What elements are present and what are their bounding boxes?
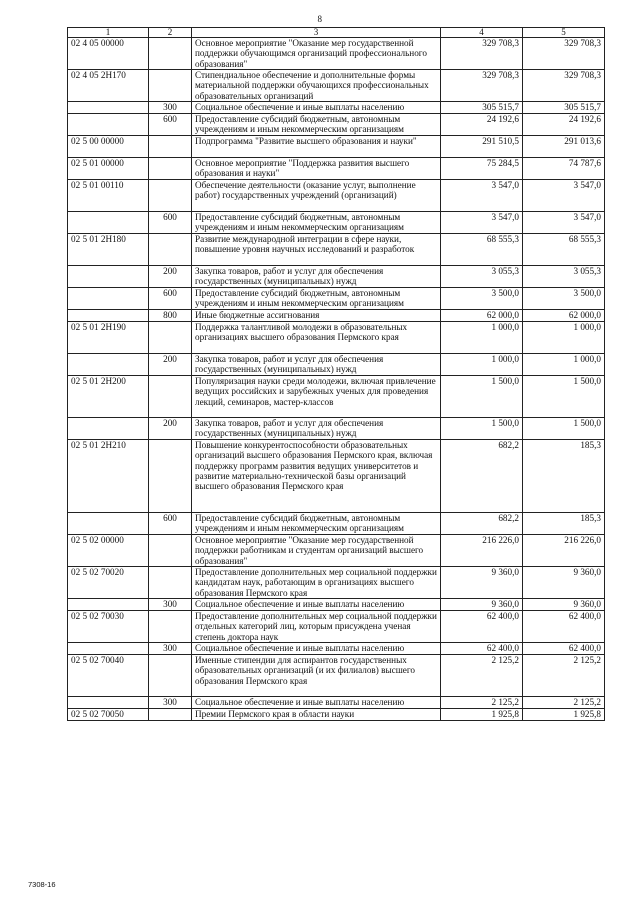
table-row: [68, 513, 605, 535]
amount-2017-cell: 9 360,0: [441, 567, 523, 599]
classification-code-cell: 02 4 05 2Н170: [68, 70, 149, 102]
expense-type-cell: [149, 322, 192, 354]
expense-type-cell: 600: [149, 288, 192, 310]
classification-code-cell: [68, 643, 149, 655]
expense-type-cell: [149, 709, 192, 721]
expense-type-cell: 300: [149, 102, 192, 114]
classification-code-cell: [68, 114, 149, 136]
table-row: [68, 643, 605, 655]
expense-type-cell: [149, 611, 192, 643]
item-name-cell: Предоставление субсидий бюджетным, автономным учреждениям и иным некоммерческим организациям: [192, 288, 441, 310]
classification-code-cell: [68, 513, 149, 535]
amount-2018-cell: 329 708,3: [523, 70, 605, 102]
amount-2017-cell: 1 500,0: [441, 418, 523, 440]
amount-2017-cell: 3 547,0: [441, 212, 523, 234]
item-name-cell: Предоставление субсидий бюджетным, автономным учреждениям и иным некоммерческим организациям: [192, 114, 441, 136]
expense-type-cell: [149, 376, 192, 418]
amount-2018-cell: 62 000,0: [523, 310, 605, 322]
expense-type-cell: [149, 38, 192, 70]
amount-2018-cell: 3 055,3: [523, 266, 605, 288]
item-name-cell: Обеспечение деятельности (оказание услуг, выполнение работ) государственных учреждений (организаций): [192, 180, 441, 212]
classification-code-cell: 02 5 02 70040: [68, 655, 149, 697]
header-col-4: 4: [441, 28, 523, 38]
expense-type-cell: [149, 535, 192, 567]
classification-code-cell: [68, 212, 149, 234]
amount-2018-cell: 291 013,6: [523, 136, 605, 158]
table-row: [68, 535, 605, 567]
table-header-row: [68, 28, 605, 38]
item-name-cell: Закупка товаров, работ и услуг для обеспечения государственных (муниципальных) нужд: [192, 354, 441, 376]
table-row: [68, 180, 605, 212]
amount-2017-cell: 329 708,3: [441, 38, 523, 70]
amount-2018-cell: 185,3: [523, 440, 605, 513]
budget-table: [67, 27, 605, 721]
item-name-cell: Подпрограмма "Развитие высшего образования и науки": [192, 136, 441, 158]
item-name-cell: Развитие международной интеграции в сфере науки, повышение уровня научных исследований и разработок: [192, 234, 441, 266]
amount-2017-cell: 2 125,2: [441, 697, 523, 709]
classification-code-cell: [68, 418, 149, 440]
amount-2017-cell: 329 708,3: [441, 70, 523, 102]
header-col-2: 2: [149, 28, 192, 38]
item-name-cell: Повышение конкурентоспособности образовательных организаций высшего образования Пермского края, включая поддержку программ развития ведущих университетов и развитие материально-технической базы организаций высшего образования Пермского края: [192, 440, 441, 513]
table-row: [68, 567, 605, 599]
expense-type-cell: [149, 440, 192, 513]
item-name-cell: Предоставление субсидий бюджетным, автономным учреждениям и иным некоммерческим организациям: [192, 212, 441, 234]
expense-type-cell: [149, 567, 192, 599]
amount-2017-cell: 3 055,3: [441, 266, 523, 288]
expense-type-cell: 300: [149, 697, 192, 709]
classification-code-cell: [68, 266, 149, 288]
classification-code-cell: 02 5 01 00000: [68, 158, 149, 180]
classification-code-cell: [68, 102, 149, 114]
table-body: [68, 38, 605, 721]
table-row: [68, 611, 605, 643]
expense-type-cell: 300: [149, 643, 192, 655]
expense-type-cell: 800: [149, 310, 192, 322]
expense-type-cell: [149, 70, 192, 102]
item-name-cell: Социальное обеспечение и иные выплаты населению: [192, 599, 441, 611]
table-row: [68, 288, 605, 310]
document-code: 7308-16: [28, 880, 56, 889]
amount-2018-cell: 3 547,0: [523, 180, 605, 212]
table-row: [68, 440, 605, 513]
amount-2018-cell: 9 360,0: [523, 567, 605, 599]
classification-code-cell: [68, 599, 149, 611]
amount-2018-cell: 1 500,0: [523, 376, 605, 418]
amount-2017-cell: 24 192,6: [441, 114, 523, 136]
amount-2017-cell: 3 500,0: [441, 288, 523, 310]
amount-2017-cell: 1 925,8: [441, 709, 523, 721]
table-row: [68, 697, 605, 709]
amount-2017-cell: 216 226,0: [441, 535, 523, 567]
expense-type-cell: 600: [149, 513, 192, 535]
item-name-cell: Премии Пермского края в области науки: [192, 709, 441, 721]
expense-type-cell: [149, 136, 192, 158]
amount-2017-cell: 62 400,0: [441, 611, 523, 643]
table-row: [68, 310, 605, 322]
table-row: [68, 70, 605, 102]
expense-type-cell: 600: [149, 114, 192, 136]
classification-code-cell: 02 4 05 00000: [68, 38, 149, 70]
table-row: [68, 136, 605, 158]
classification-code-cell: 02 5 02 70030: [68, 611, 149, 643]
item-name-cell: Социальное обеспечение и иные выплаты населению: [192, 643, 441, 655]
expense-type-cell: 200: [149, 266, 192, 288]
classification-code-cell: 02 5 02 70050: [68, 709, 149, 721]
amount-2018-cell: 305 515,7: [523, 102, 605, 114]
table-row: [68, 212, 605, 234]
item-name-cell: Предоставление дополнительных мер социальной поддержки кандидатам наук, работающим в организациях высшего образования Пермского края: [192, 567, 441, 599]
amount-2017-cell: 1 500,0: [441, 376, 523, 418]
item-name-cell: Именные стипендии для аспирантов государственных образовательных организаций (и их филиалов) высшего образования Пермского края: [192, 655, 441, 697]
item-name-cell: Предоставление субсидий бюджетным, автономным учреждениям и иным некоммерческим организациям: [192, 513, 441, 535]
table-row: [68, 158, 605, 180]
amount-2018-cell: 1 000,0: [523, 322, 605, 354]
amount-2017-cell: 1 000,0: [441, 322, 523, 354]
amount-2017-cell: 68 555,3: [441, 234, 523, 266]
item-name-cell: Стипендиальное обеспечение и дополнительные формы материальной поддержки обучающихся профессиональных образовательных организаций: [192, 70, 441, 102]
amount-2018-cell: 1 000,0: [523, 354, 605, 376]
classification-code-cell: [68, 288, 149, 310]
classification-code-cell: 02 5 01 2Н200: [68, 376, 149, 418]
classification-code-cell: 02 5 01 00110: [68, 180, 149, 212]
table-row: [68, 599, 605, 611]
amount-2018-cell: 2 125,2: [523, 655, 605, 697]
amount-2017-cell: 305 515,7: [441, 102, 523, 114]
classification-code-cell: 02 5 01 2Н190: [68, 322, 149, 354]
header-col-1: 1: [68, 28, 149, 38]
expense-type-cell: 300: [149, 599, 192, 611]
table-row: [68, 114, 605, 136]
amount-2018-cell: 62 400,0: [523, 611, 605, 643]
classification-code-cell: [68, 697, 149, 709]
amount-2018-cell: 329 708,3: [523, 38, 605, 70]
item-name-cell: Предоставление дополнительных мер социальной поддержки отдельных категорий лиц, которым присуждена ученая степень доктора наук: [192, 611, 441, 643]
table-row: [68, 322, 605, 354]
amount-2017-cell: 75 284,5: [441, 158, 523, 180]
amount-2017-cell: 1 000,0: [441, 354, 523, 376]
amount-2017-cell: 682,2: [441, 440, 523, 513]
item-name-cell: Закупка товаров, работ и услуг для обеспечения государственных (муниципальных) нужд: [192, 266, 441, 288]
amount-2017-cell: 9 360,0: [441, 599, 523, 611]
classification-code-cell: [68, 310, 149, 322]
amount-2018-cell: 3 547,0: [523, 212, 605, 234]
table-row: [68, 709, 605, 721]
expense-type-cell: [149, 655, 192, 697]
amount-2017-cell: 62 000,0: [441, 310, 523, 322]
table-row: [68, 266, 605, 288]
header-col-3: 3: [192, 28, 441, 38]
amount-2018-cell: 185,3: [523, 513, 605, 535]
item-name-cell: Основное мероприятие "Оказание мер государственной поддержки обучающимся организаций профессионального образования": [192, 38, 441, 70]
item-name-cell: Социальное обеспечение и иные выплаты населению: [192, 697, 441, 709]
amount-2018-cell: 62 400,0: [523, 643, 605, 655]
expense-type-cell: [149, 234, 192, 266]
amount-2018-cell: 216 226,0: [523, 535, 605, 567]
expense-type-cell: [149, 158, 192, 180]
amount-2018-cell: 68 555,3: [523, 234, 605, 266]
amount-2017-cell: 3 547,0: [441, 180, 523, 212]
amount-2017-cell: 291 510,5: [441, 136, 523, 158]
item-name-cell: Социальное обеспечение и иные выплаты населению: [192, 102, 441, 114]
amount-2018-cell: 1 500,0: [523, 418, 605, 440]
item-name-cell: Иные бюджетные ассигнования: [192, 310, 441, 322]
table-row: [68, 234, 605, 266]
table-row: [68, 102, 605, 114]
page-number: 8: [317, 14, 323, 24]
classification-code-cell: 02 5 00 00000: [68, 136, 149, 158]
amount-2018-cell: 3 500,0: [523, 288, 605, 310]
table-row: [68, 418, 605, 440]
amount-2018-cell: 24 192,6: [523, 114, 605, 136]
table-row: [68, 354, 605, 376]
item-name-cell: Основное мероприятие "Поддержка развития высшего образования и науки": [192, 158, 441, 180]
amount-2017-cell: 682,2: [441, 513, 523, 535]
amount-2017-cell: 62 400,0: [441, 643, 523, 655]
classification-code-cell: [68, 354, 149, 376]
item-name-cell: Закупка товаров, работ и услуг для обеспечения государственных (муниципальных) нужд: [192, 418, 441, 440]
header-col-5: 5: [523, 28, 605, 38]
classification-code-cell: 02 5 02 00000: [68, 535, 149, 567]
amount-2018-cell: 9 360,0: [523, 599, 605, 611]
item-name-cell: Поддержка талантливой молодежи в образовательных организациях высшего образования Пермского края: [192, 322, 441, 354]
amount-2018-cell: 74 787,6: [523, 158, 605, 180]
amount-2018-cell: 1 925,8: [523, 709, 605, 721]
table-row: [68, 376, 605, 418]
expense-type-cell: 200: [149, 418, 192, 440]
expense-type-cell: 200: [149, 354, 192, 376]
classification-code-cell: 02 5 01 2Н180: [68, 234, 149, 266]
classification-code-cell: 02 5 01 2Н210: [68, 440, 149, 513]
expense-type-cell: [149, 180, 192, 212]
table-row: [68, 655, 605, 697]
item-name-cell: Популяризация науки среди молодежи, включая привлечение ведущих российских и зарубежных ученых для проведения лекций, семинаров, мастер-классов: [192, 376, 441, 418]
expense-type-cell: 600: [149, 212, 192, 234]
amount-2017-cell: 2 125,2: [441, 655, 523, 697]
amount-2018-cell: 2 125,2: [523, 697, 605, 709]
item-name-cell: Основное мероприятие "Оказание мер государственной поддержки работникам и студентам организаций высшего образования": [192, 535, 441, 567]
table-row: [68, 38, 605, 70]
classification-code-cell: 02 5 02 70020: [68, 567, 149, 599]
